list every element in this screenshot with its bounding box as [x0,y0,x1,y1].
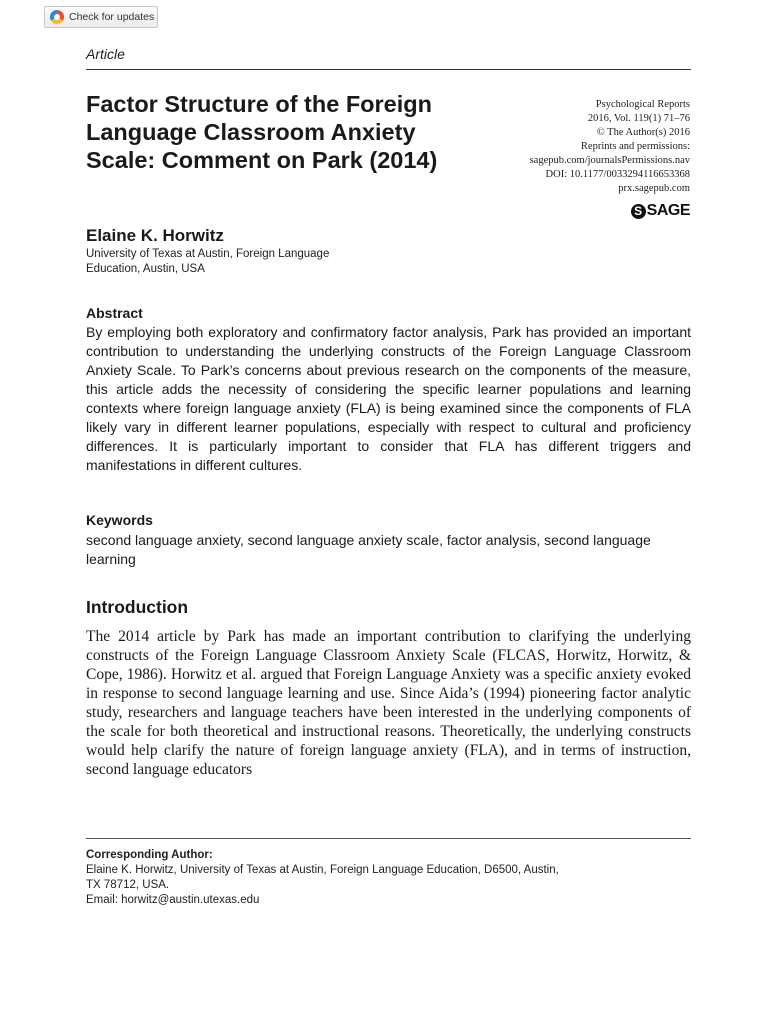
journal-volume: 2016, Vol. 119(1) 71–76 [587,113,690,124]
crossmark-icon [50,10,64,24]
article-type-label: Article [86,46,125,62]
check-for-updates-button[interactable] [44,6,158,28]
journal-name: Psychological Reports [595,99,690,110]
corresponding-author-note [86,848,691,908]
header-divider [86,69,691,70]
abstract-text: By employing both exploratory and confirmatory factor analysis, Park has provided an important contribution to understanding the underlying constructs of the Foreign Language Classroom Anxiety Scale. To Park’s concerns about previous research on the components of the measure, this article adds the necessity of considering the specific learner populations and learning contexts where foreign language anxiety (FLA) is being examined since the components of FLA likely vary in different learner populations, especially with respect to cultural and proficiency differences. It is particularly important to consider that FLA has different triggers and manifestations in different cultures. [86,324,691,473]
introduction-heading: Introduction [86,597,189,617]
reprints-label: Reprints and permissions: [580,141,690,152]
article-title: Factor Structure of the Foreign Language Classroom Anxiety Scale: Comment on Park (2014) [86,91,438,173]
sage-logo-text: SAGE [646,202,690,219]
sage-logo-icon: S [631,204,646,219]
check-for-updates-label: Check for updates [69,11,155,23]
sage-logo [631,202,690,220]
journal-info [530,98,690,196]
corresponding-author-address: Elaine K. Horwitz, University of Texas at Austin, Foreign Language Education, D6500, Austin, [86,864,559,876]
abstract-heading: Abstract [86,305,143,321]
journal-site-link[interactable]: prx.sagepub.com [618,183,690,194]
author-affiliation: University of Texas at Austin, Foreign Language Education, Austin, USA [86,248,330,275]
corresponding-author-label: Corresponding Author: [86,849,213,861]
permissions-link[interactable]: sagepub.com/journalsPermissions.nav [529,155,690,166]
doi-link[interactable]: DOI: 10.1177/0033294116653368 [545,169,690,180]
copyright-line: © The Author(s) 2016 [596,127,690,138]
keywords-heading: Keywords [86,512,153,528]
corresponding-author-email[interactable]: Email: horwitz@austin.utexas.edu [86,894,260,906]
keywords-text: second language anxiety, second language anxiety scale, factor analysis, second language learning [86,532,651,567]
corresponding-author-address-cont: TX 78712, USA. [86,879,170,891]
footnote-divider [86,838,691,839]
author-name: Elaine K. Horwitz [86,226,224,245]
introduction-text: The 2014 article by Park has made an important contribution to clarifying the underlying constructs of the Foreign Language Classroom Anxiety Scale (FLCAS, Horwitz, Horwitz, & Cope, 1986). Horwitz et al. argued that Foreign Language Anxiety was a specific anxiety evoked in response to second language learning and use. Since Aida’s (1994) pioneering factor analytic study, researchers and language teachers have been interested in the underlying components of the scale for both theoretical and instructional reasons. Theoretically, the underlying constructs would help clarify the nature of foreign language anxiety (FLA), and in terms of instruction, second language educators [86,628,691,778]
